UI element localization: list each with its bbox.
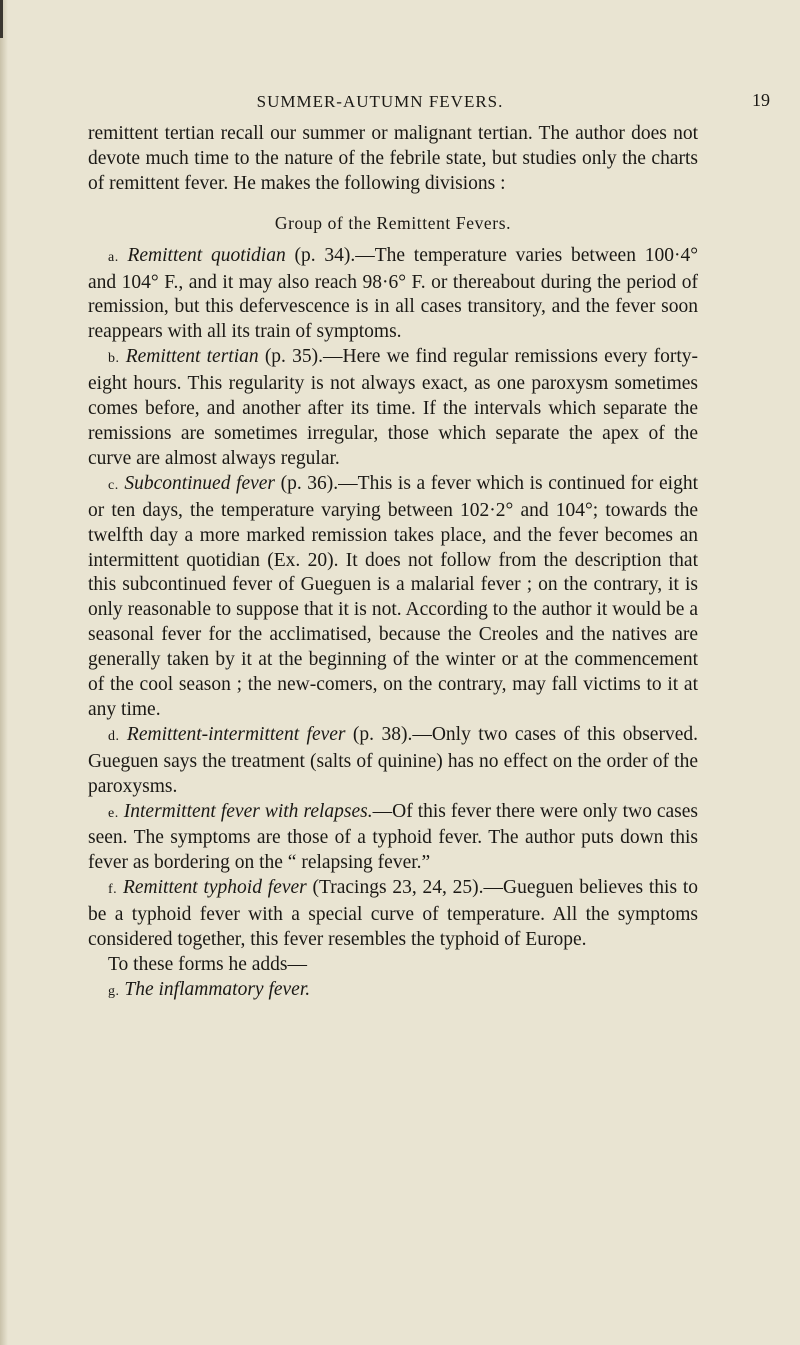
entry-letter: c.	[108, 477, 119, 493]
entry-letter: e.	[108, 805, 119, 821]
entry-letter: d.	[108, 728, 120, 744]
entry-f	[88, 876, 698, 953]
running-head: SUMMER-AUTUMN FEVERS.	[256, 92, 504, 111]
entry-title: Remittent tertian	[125, 346, 259, 368]
entry-letter: f.	[108, 882, 118, 898]
entry-text: —Of this fever there were only two cases seen. The symptoms are those of a typhoid fever. The author puts down this fever as bordering on the “ relapsing fever.”	[88, 800, 699, 874]
entry-title: Remittent quotidian	[127, 244, 286, 266]
adds-line: To these forms he adds—	[108, 954, 308, 975]
entry-d	[88, 723, 698, 800]
entry-e	[88, 800, 698, 877]
entry-text: (p. 35).—Here we find regular remissions every forty-eight hours. This regularity is not always exact, as one paroxysm sometimes comes before, and another after its time. If the intervals which separate the remissions are sometimes irregular, those which separate the apex of the curve are almost always regular.	[88, 346, 699, 469]
entry-c	[88, 472, 698, 723]
entry-letter: a.	[108, 249, 119, 265]
entry-text: (p. 36).—This is a fever which is continued for eight or ten days, the temperature varying between 102·2° and 104°; towards the twelfth day a more marked remission takes place, and the fever becomes an intermittent quotidian (Ex. 20). It does not follow from the description that this subcontinued fever of Gueguen is a malarial fever ; on the contrary, it is only reasonable to suppose that it is not. According to the author it would be a seasonal fever for the acclimatised, because the Creoles and the natives are generally taken by it at the beginning of the winter or at the commencement of the cool season ; the new-comers, on the contrary, may fall victims to it at any time.	[88, 472, 698, 720]
entry-title: Remittent-intermittent fever	[126, 723, 346, 745]
entry-title: Subcontinued fever	[124, 472, 276, 494]
entry-title: Intermittent fever with relapses.	[123, 800, 373, 822]
section-heading: Group of the Remittent Fevers.	[274, 212, 512, 233]
intro-paragraph: remittent tertian recall our summer or malignant tertian. The author does not devote much time to the nature of the febrile state, but studies only the charts of remittent fever. He makes the following divisions :	[88, 123, 698, 194]
entry-letter: g.	[108, 983, 120, 999]
entry-letter: b.	[108, 351, 120, 367]
page-spine-shadow	[0, 0, 8, 1345]
entry-title: The inflammatory fever.	[124, 978, 311, 1000]
entry-text: (Tracings 23, 24, 25).—Gueguen believes this to be a typhoid fever with a special curve of temperature. All the symptoms considered together, this fever resembles the typhoid of Europe.	[88, 877, 699, 951]
entry-a	[88, 244, 698, 346]
entry-text: (p. 34).—The temperature varies between 100·4° and 104° F., and it may also reach 98·6° F. or thereabout during the period of remission, but this defervescence is in all cases transitory, and the fever soon reappears with all its train of symptoms.	[88, 244, 699, 343]
body-text	[88, 122, 698, 1005]
page-number: 19	[752, 90, 770, 110]
entry-title: Remittent typhoid fever	[122, 877, 307, 899]
entry-text: (p. 38).—Only two cases of this observed. Gueguen says the treatment (salts of quinine) has no effect on the order of the paroxysms.	[88, 723, 698, 797]
entry-b	[88, 345, 698, 472]
entry-g	[88, 978, 698, 1005]
binding-edge-mark	[0, 0, 3, 38]
